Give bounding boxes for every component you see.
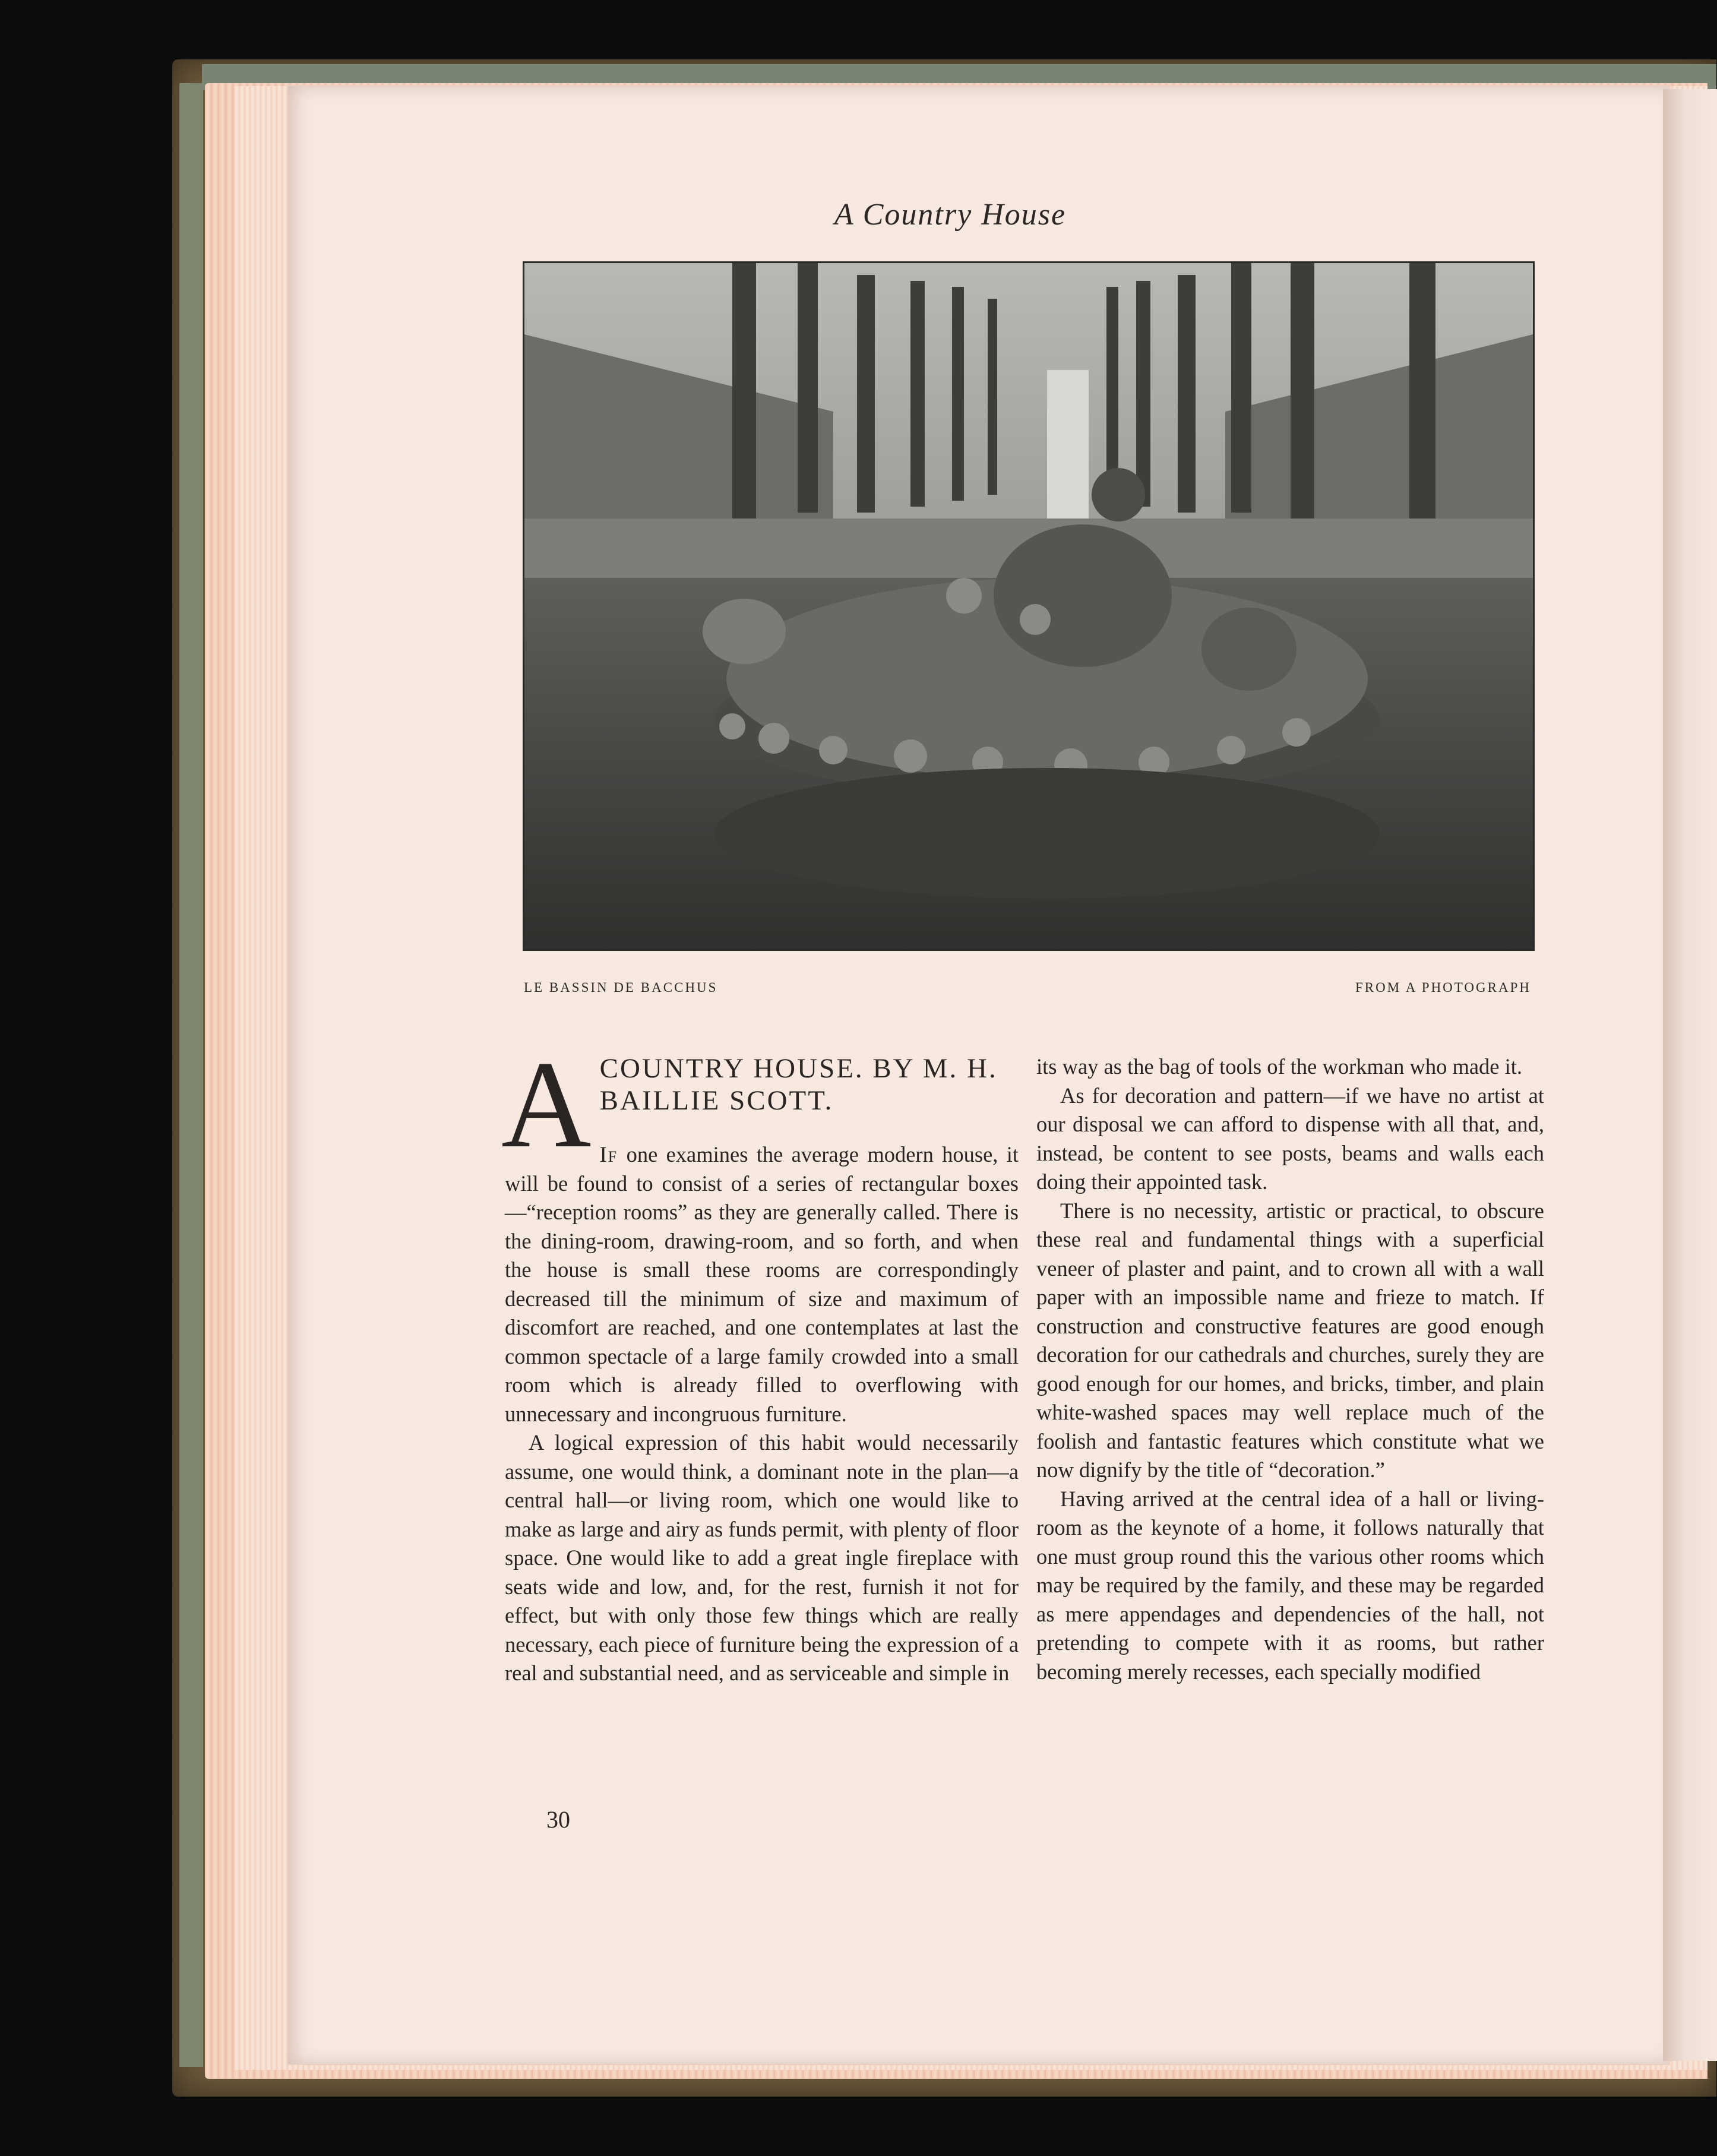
paragraph-3: As for decoration and pattern—if we have no artist at our disposal we can afford to dispense with all that, and, instead, be content to see posts, beams and walls each doing their appointed task. [1036,1083,1544,1194]
book-cloth-spine [179,83,203,2067]
page-number: 30 [546,1806,570,1833]
fountain-photograph [523,261,1535,951]
running-head: A Country House [834,198,1067,232]
page-gutter [1663,89,1717,2061]
paragraph-5: Having arrived at the central idea of a hall or living-room as the keynote of a home, it follows naturally that one must group round this the various other rooms which may be required by the family, and these may be regarded as mere appendages and dependencies of the hall, not pretending to compete with it as rooms, but rather becoming merely recesses, each specially modified [1036,1486,1544,1684]
paragraph-1-text: one examines the average modern house, it will be found to consist of a series of rectangular boxes—“reception rooms” as they are generally called. There is the dining-room, drawing-room, and so forth, and when the house is small these rooms are correspondingly decreased till the minimum of size and maximum of discomfort are reached, and one contemplates at last the common spectacle of a large family crowded into a small room which is already filled to overflowing with unnecessary and incongruous furniture. [505,1142,1019,1426]
paragraph-4: There is no necessity, artistic or practical, to obscure these real and fundamental things with a superficial veneer of plaster and paint, and to crown all with a wall paper with an impossible name and frieze to match. If construction and constructive features are good enough decoration for our cathedrals and churches, surely they are good enough for our homes, and bricks, timber, and plain white-washed spaces may well replace much of the foolish and fantastic features which constitute what we now dignify by the title of “decoration.” [1036,1198,1544,1482]
paragraph-2: A logical expression of this habit would necessarily assume, one would think, a dominant note in the plan—a central hall—or living room, which one would like to make as large and airy as funds permit, with plenty of floor space. One would like to add a great ingle fireplace with seats wide and low, and, for the rest, furnish it not for effect, but with only those few things which are really necessary, each piece of furniture being the expression of a real and substantial need, and as serviceable and simple in [505,1430,1019,1685]
photo-caption-credit: FROM A PHOTOGRAPH [1355,980,1531,995]
paragraph-1 [505,1140,1019,1428]
lead-small-caps: If [599,1142,618,1166]
article-headline: COUNTRY HOUSE. BY M. H. BAILLIE SCOTT. [599,1053,998,1116]
photo-illustration [524,263,1533,949]
text-column-left [501,1036,1019,1688]
paragraph-2-continued: its way as the bag of tools of the workman who made it. [1036,1054,1523,1079]
text-column-right [1036,1052,1544,1686]
photo-caption-title: LE BASSIN DE BACCHUS [524,980,718,995]
drop-cap: A [501,1036,592,1174]
